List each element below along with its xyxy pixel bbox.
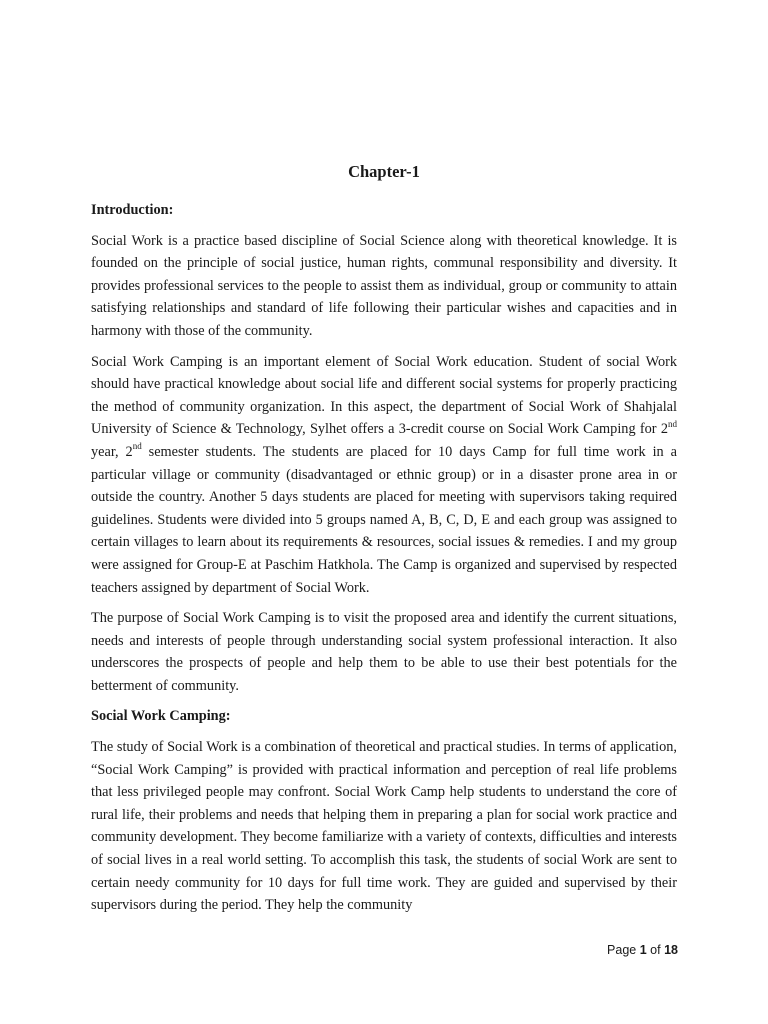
total-pages: 18 — [664, 943, 678, 957]
superscript: nd — [132, 441, 142, 452]
introduction-heading: Introduction: — [91, 202, 174, 218]
camping-paragraph-1: The study of Social Work is a combination of theoretical and practical studies. In terms of application, “Social Work Camping” is provided with practical information and perception of real life problems that less privileged people may confront. Social Work Camp help students to understand the core of rural life, their problems and needs that helping them in preparing a plan for social work practice and community development. They become familiarize with a variety of contexts, difficulties and interests of social lives in a real world setting. To accomplish this task, the students of social Work are sent to certain needy community for 10 days for full time work. They are guided and supervised by their supervisors during the period. They help the community — [91, 739, 677, 914]
introduction-paragraph-1: Social Work is a practice based discipline of Social Science along with theoretical knowledge. It is founded on the principle of social justice, human rights, communal responsibility and diversity. It provides professional services to the people to assist them as individual, group or community to attain satisfying relationships and standard of life following their particular wishes and capacities and in harmony with those of the community. — [91, 232, 677, 339]
paragraph-text: year, 2 — [91, 443, 133, 460]
page-number: 1 — [639, 943, 647, 957]
introduction-paragraph-3: The purpose of Social Work Camping is to visit the proposed area and identify the current situations, needs and interests of people through understanding social system professional interaction. It also underscores the prospects of people and help them to be able to use their best potentials for the betterment of community. — [91, 610, 677, 694]
page-content — [91, 199, 677, 925]
paragraph-text: semester students. The students are placed for 10 days Camp for full time work in a particular village or community (disadvantaged or ethnic group) or in a disaster prone area in or outside the country. Another 5 days students are placed for meeting with supervisors taking required guidelines. Students were divided into 5 groups named A, B, C, D, E and each group was assigned to certain villages to learn about its requirements & resources, social issues & remedies. I and my group were assigned for Group-E at Paschim Hatkhola. The Camp is organized and supervised by respected teachers assigned by department of Social Work. — [91, 443, 677, 596]
chapter-title: Chapter-1 — [348, 162, 420, 181]
superscript: nd — [668, 418, 677, 429]
camping-heading: Social Work Camping: — [91, 708, 231, 725]
paragraph-text: Social Work Camping is an important element of Social Work education. Student of social Work should have practical knowledge about social life and different social systems for properly practicing the method of community organization. In this aspect, the department of Social Work of Shahjalal University of Science & Technology, Sylhet offers a 3-credit course on Social Work Camping for 2 — [91, 353, 677, 438]
page-footer — [607, 943, 678, 957]
of-label: of — [650, 943, 661, 957]
page-label: Page — [607, 943, 637, 957]
introduction-paragraph-2 — [91, 351, 677, 600]
